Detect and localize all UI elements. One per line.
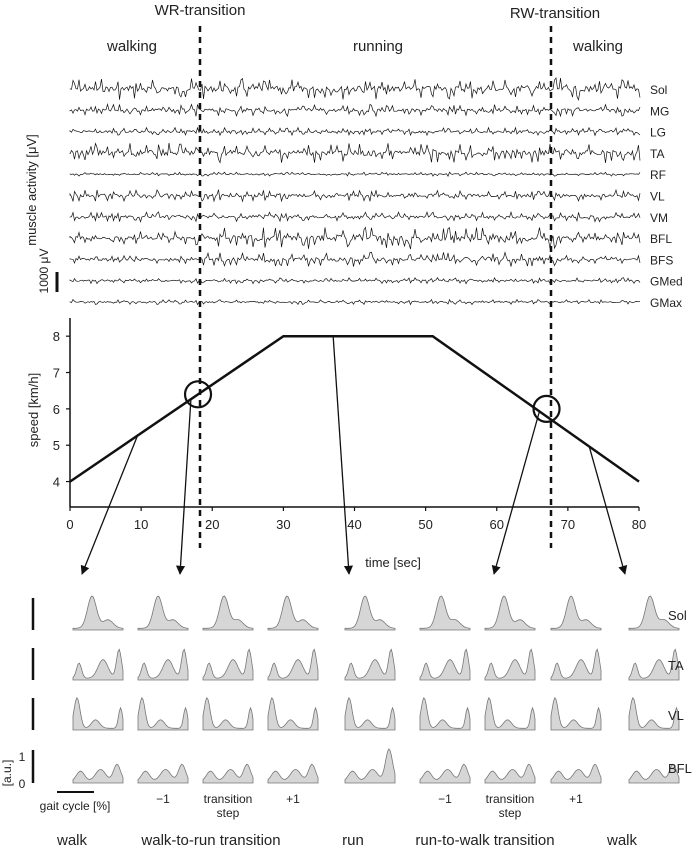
- profile-row-label-vl: VL: [668, 708, 684, 723]
- profile-bfl-1: [138, 764, 188, 783]
- profile-vl-0: [73, 698, 123, 730]
- x-tick-label-60: 60: [489, 517, 504, 532]
- y-tick-label-5: 5: [52, 438, 60, 454]
- sample-arrows: [82, 336, 625, 574]
- phase-walking-2: walking: [572, 38, 624, 55]
- arrow-walk-4: [589, 446, 625, 574]
- profile-row-label-sol: Sol: [668, 608, 687, 623]
- emg-muscle-labels: [650, 83, 683, 310]
- profile-sol-1: [138, 596, 188, 630]
- profile-vl-5: [420, 698, 470, 730]
- profile-sol-5: [420, 596, 470, 630]
- group-label-run-2: run: [342, 832, 364, 849]
- profile-ta-6: [485, 649, 535, 680]
- scale-unit: [a.u.]: [0, 759, 14, 787]
- profile-ta-2: [203, 649, 253, 680]
- profile-col-label-5: −1: [438, 792, 452, 806]
- emg-traces: [70, 78, 640, 305]
- profile-sol-2: [203, 596, 253, 630]
- profile-sol-3: [268, 596, 318, 630]
- profile-sol-0: [73, 596, 123, 630]
- profile-col-label-6: transition step: [485, 792, 535, 820]
- emg-trace-vl: [70, 190, 640, 202]
- emg-label-mg: MG: [650, 104, 670, 119]
- x-tick-label-10: 10: [133, 517, 149, 532]
- x-tick-label-30: 30: [276, 517, 291, 532]
- wr-transition-label: WR-transition: [154, 2, 246, 19]
- x-tick-label-70: 70: [560, 517, 576, 532]
- profile-col-label-1: −1: [156, 792, 170, 806]
- rw-transition-label: RW-transition: [509, 5, 601, 22]
- profile-column-labels: [156, 792, 583, 820]
- emg-trace-vm: [70, 212, 640, 222]
- emg-scale-label: 1000 μV: [37, 248, 51, 294]
- profile-vl-6: [485, 698, 535, 730]
- profile-bfl-7: [551, 764, 601, 783]
- speed-profile-line: [70, 336, 639, 481]
- emg-trace-lg: [70, 128, 640, 136]
- emg-trace-gmax: [70, 300, 640, 305]
- arrow-run-2: [333, 336, 349, 574]
- profile-col-label-3: +1: [286, 792, 300, 806]
- phase-running: running: [352, 38, 404, 55]
- scale-top-value: 1: [18, 750, 26, 764]
- emg-trace-bfs: [70, 252, 640, 266]
- emg-label-bfl: BFL: [650, 232, 673, 247]
- speed-xlabel: time [sec]: [365, 555, 421, 570]
- emg-trace-rf: [70, 172, 640, 176]
- emg-label-lg: LG: [650, 125, 667, 140]
- y-tick-label-7: 7: [52, 365, 60, 381]
- emg-label-sol: Sol: [650, 83, 668, 97]
- x-tick-label-50: 50: [418, 517, 433, 532]
- y-tick-label-4: 4: [52, 474, 60, 490]
- profile-vl-4: [345, 698, 395, 730]
- group-label-run-to-walk-transition-3: run-to-walk transition: [415, 832, 555, 849]
- profile-vl-7: [551, 698, 601, 730]
- scale-bottom-value: 0: [18, 777, 26, 791]
- group-label-walk-to-run-transition-1: walk-to-run transition: [141, 832, 281, 849]
- emg-trace-gmed: [70, 278, 640, 284]
- profile-sol-7: [551, 596, 601, 630]
- profile-row-label-bfl: BFL: [668, 761, 692, 776]
- x-tick-label-80: 80: [631, 517, 647, 532]
- phase-walking-1: walking: [106, 38, 158, 55]
- emg-label-ta: TA: [650, 146, 665, 161]
- emg-label-rf: RF: [650, 168, 666, 183]
- speed-chart: [26, 318, 646, 574]
- speed-ylabel: speed [km/h]: [26, 372, 41, 448]
- x-tick-label-40: 40: [347, 517, 362, 532]
- arrow-walk-0: [82, 436, 138, 574]
- profile-bfl-4: [345, 749, 395, 783]
- emg-label-bfs: BFS: [650, 253, 674, 268]
- emg-ylabel: muscle activity [μV]: [24, 134, 39, 246]
- profile-ta-0: [73, 649, 123, 680]
- emg-panel: [24, 2, 683, 310]
- profile-bfl-0: [73, 764, 123, 783]
- profile-sol-6: [485, 596, 535, 630]
- profile-vl-3: [268, 698, 318, 730]
- profile-col-label-7: +1: [569, 792, 583, 806]
- profile-bfl-3: [268, 764, 318, 783]
- profile-grid: [73, 596, 679, 783]
- profile-bfl-5: [420, 764, 470, 783]
- profile-col-label-2: transition step: [203, 792, 253, 820]
- profile-ta-4: [345, 649, 395, 680]
- profile-ta-3: [268, 649, 318, 680]
- profile-vl-1: [138, 698, 188, 730]
- gait-cycle-label: gait cycle [%]: [39, 799, 111, 813]
- profile-vl-2: [203, 698, 253, 730]
- profile-sol-4: [345, 596, 395, 630]
- profile-ta-1: [138, 649, 188, 680]
- arrow-run-to-walk-transition-3: [494, 411, 539, 574]
- profile-ta-5: [420, 649, 470, 680]
- emg-label-gmed: GMed: [650, 274, 683, 289]
- group-labels: [56, 832, 638, 849]
- emg-label-gmax: GMax: [650, 296, 683, 310]
- profile-ta-7: [551, 649, 601, 680]
- group-label-walk-4: walk: [606, 832, 638, 849]
- x-tick-label-20: 20: [205, 517, 220, 532]
- profiles-panel: [0, 596, 692, 849]
- emg-label-vl: VL: [650, 189, 665, 204]
- profile-row-labels: [668, 608, 692, 776]
- arrow-walk-to-run-transition-1: [180, 399, 191, 574]
- emg-label-vm: VM: [650, 210, 668, 225]
- y-tick-label-6: 6: [52, 401, 60, 417]
- emg-trace-ta: [70, 143, 640, 163]
- emg-trace-sol: [70, 78, 640, 100]
- group-label-walk-0: walk: [56, 832, 88, 849]
- profile-row-label-ta: TA: [668, 658, 684, 673]
- emg-trace-bfl: [70, 227, 640, 249]
- profile-bfl-6: [485, 764, 535, 783]
- profile-bfl-2: [203, 764, 253, 783]
- x-tick-label-0: 0: [66, 517, 74, 532]
- emg-trace-mg: [70, 104, 640, 116]
- y-tick-label-8: 8: [52, 329, 60, 345]
